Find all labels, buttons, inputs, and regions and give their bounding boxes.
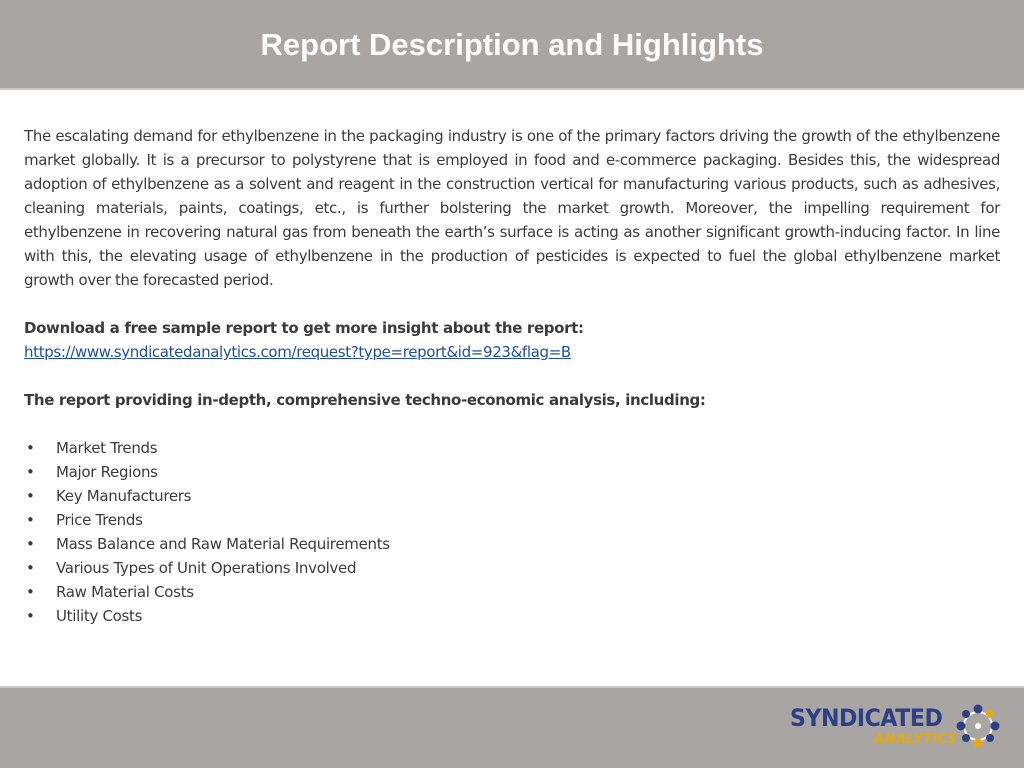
bullet: • (26, 607, 35, 625)
list-item (24, 460, 1000, 484)
logo-wordmark-bottom: ANALYTICS (874, 732, 958, 747)
molecule-ring-icon (956, 704, 1000, 748)
list-item-label: Key Manufacturers (56, 487, 192, 505)
list-item (24, 532, 1000, 556)
bullet: • (26, 559, 35, 577)
download-heading: Download a free sample report to get more insight about the report: (24, 319, 584, 337)
spacer (24, 292, 1000, 316)
sample-report-link[interactable]: https://www.syndicatedanalytics.com/request?type=report&id=923&flag=B (24, 343, 571, 361)
spacer (24, 364, 1000, 388)
list-item (24, 556, 1000, 580)
syndicated-analytics-logo (790, 702, 1000, 752)
bullet: • (26, 439, 35, 457)
list-item-label: Market Trends (56, 439, 158, 457)
list-item (24, 508, 1000, 532)
list-item (24, 580, 1000, 604)
bullet: • (26, 535, 35, 553)
footer-band (0, 686, 1024, 768)
bullet: • (26, 487, 35, 505)
bullet: • (26, 583, 35, 601)
list-item (24, 604, 1000, 628)
content-area (24, 124, 1000, 628)
list-item-label: Utility Costs (56, 607, 143, 625)
list-item-label: Various Types of Unit Operations Involved (56, 559, 357, 577)
header-band (0, 0, 1024, 90)
list-item-label: Mass Balance and Raw Material Requirements (56, 535, 390, 553)
analysis-list (24, 436, 1000, 628)
logo-wordmark-top: SYNDICATED (790, 704, 943, 732)
description-paragraph: The escalating demand for ethylbenzene in the packaging industry is one of the primary factors driving the growth of the ethylbenzene market globally. It is a precursor to polystyrene that is employed in food and e-commerce packaging. Besides this, the widespread adoption of ethylbenzene as a solvent and reagent in the construction vertical for manufacturing various products, such as adhesives, cleaning materials, paints, coatings, etc., is further bolstering the market growth. Moreover, the impelling requirement for ethylbenzene in recovering natural gas from beneath the earth’s surface is acting as another significant growth-inducing factor. In line with this, the elevating usage of ethylbenzene in the production of pesticides is expected to fuel the global ethylbenzene market growth over the forecasted period. (24, 127, 1000, 289)
spacer (24, 412, 1000, 436)
list-heading: The report providing in-depth, comprehensive techno-economic analysis, including: (24, 391, 706, 409)
list-item (24, 436, 1000, 460)
list-item-label: Major Regions (56, 463, 158, 481)
bullet: • (26, 463, 35, 481)
list-item-label: Price Trends (56, 511, 143, 529)
page-title: Report Description and Highlights (260, 27, 764, 62)
list-item-label: Raw Material Costs (56, 583, 194, 601)
list-item (24, 484, 1000, 508)
bullet: • (26, 511, 35, 529)
